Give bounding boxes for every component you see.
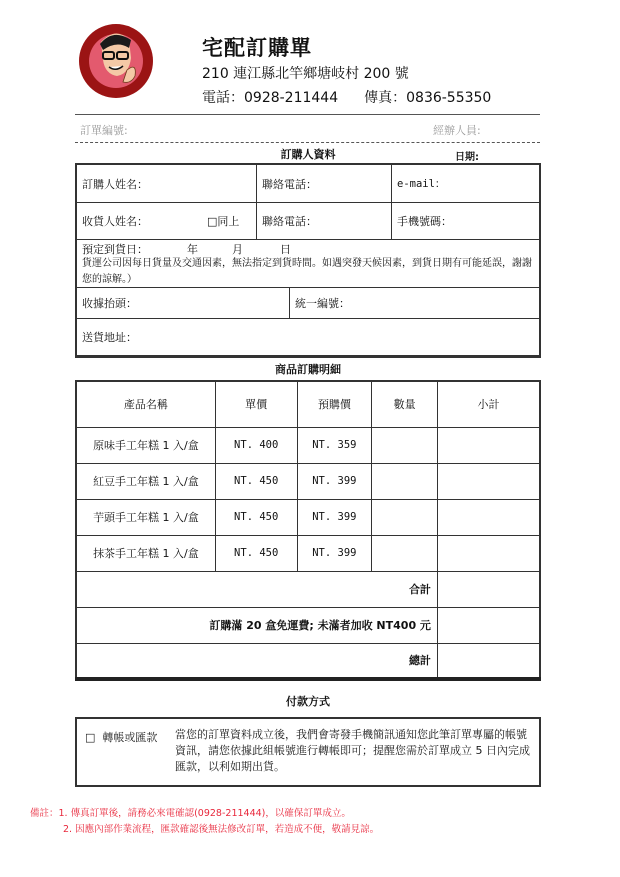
payment-section-title: 付款方式 <box>286 695 330 708</box>
col-header-quantity: 數量 <box>372 381 438 427</box>
company-logo <box>77 22 155 100</box>
order-number-label: 訂單編號: <box>80 124 128 137</box>
delivery-month-label: 月 <box>232 243 243 256</box>
table-row <box>76 499 540 535</box>
payment-box <box>75 717 541 787</box>
shipping-row <box>76 607 540 643</box>
unit-price: NT. 450 <box>215 535 297 571</box>
subtotal-cell[interactable] <box>437 499 540 535</box>
order-meta-row <box>80 122 540 138</box>
table-row <box>76 463 540 499</box>
col-header-subtotal: 小計 <box>437 381 540 427</box>
subtotal-cell[interactable] <box>437 427 540 463</box>
shipping-label: 訂購滿 20 盒免運費; 未滿者加收 NT400 元 <box>76 607 437 643</box>
col-header-product-name: 產品名稱 <box>76 381 215 427</box>
payment-description: 當您的訂單資料成立後，我們會寄發手機簡訊通知您此筆訂單專屬的帳號資訊，請您依據此組帳號進行轉帳即可；提醒您需於訂單成立 5 日內完成匯款，以利如期出貨。 <box>175 728 530 773</box>
fax-number: 傳真：0836-55350 <box>364 90 492 106</box>
receiver-phone-field[interactable] <box>262 202 317 239</box>
preorder-price: NT. 399 <box>297 463 372 499</box>
receiver-phone-label: 聯絡電話： <box>262 214 317 228</box>
orderer-phone-field[interactable] <box>262 165 317 202</box>
receipt-title-label: 收據抬頭： <box>82 296 137 310</box>
company-address: 210 連江縣北竿鄉塘岐村 200 號 <box>202 66 409 82</box>
total-label: 總計 <box>76 643 437 679</box>
phone-number: 電話：0928-211444 <box>202 90 339 106</box>
customer-info-box <box>75 163 541 358</box>
note-line-2: 2. 因應內部作業流程，匯款確認後無法修改訂單，若造成不便，敬請見諒。 <box>63 824 380 835</box>
delivery-address-label: 送貨地址： <box>82 330 137 344</box>
same-as-above-checkbox[interactable] <box>207 202 239 239</box>
delivery-address-field[interactable] <box>82 318 137 355</box>
product-name: 原味手工年糕 1 入/盒 <box>76 427 215 463</box>
bank-transfer-checkbox[interactable]: □ 轉帳或匯款 <box>85 731 158 744</box>
orderer-name-field[interactable] <box>82 165 148 202</box>
email-field[interactable] <box>397 165 445 202</box>
unit-price: NT. 450 <box>215 499 297 535</box>
product-section-title: 商品訂購明細 <box>275 363 341 376</box>
unit-price: NT. 400 <box>215 427 297 463</box>
receipt-title-field[interactable] <box>82 287 137 318</box>
quantity-input[interactable] <box>372 535 438 571</box>
orderer-name-label: 訂購人姓名： <box>82 177 148 191</box>
mobile-field[interactable] <box>397 202 452 239</box>
delivery-note: 貨運公司因每日貨量及交通因素，無法指定到貨時間。如遇突發天候因素，到貨日期有可能延誤，謝謝您的諒解。） <box>82 258 532 285</box>
delivery-day-label: 日 <box>280 243 291 256</box>
unit-price: NT. 450 <box>215 463 297 499</box>
total-value-cell[interactable] <box>437 643 540 679</box>
product-name: 芋頭手工年糕 1 入/盒 <box>76 499 215 535</box>
product-name: 紅豆手工年糕 1 入/盒 <box>76 463 215 499</box>
tax-id-label: 統一編號： <box>295 296 350 310</box>
same-as-above-label: □同上 <box>207 214 240 228</box>
subtotal-cell[interactable] <box>437 463 540 499</box>
product-name: 抹茶手工年糕 1 入/盒 <box>76 535 215 571</box>
notes <box>30 806 379 838</box>
col-header-unit-price: 單價 <box>215 381 297 427</box>
quantity-input[interactable] <box>372 427 438 463</box>
receiver-name-field[interactable] <box>82 202 148 239</box>
dashed-divider <box>75 142 540 143</box>
table-row <box>76 535 540 571</box>
header-divider <box>75 114 540 115</box>
mobile-label: 手機號碼： <box>397 214 452 228</box>
note-line-1: 備註：1. 傳真訂單後，請務必來電確認(0928-211444)，以確保訂單成立。 <box>30 808 351 819</box>
form-title: 宅配訂購單 <box>202 36 312 60</box>
delivery-date-field[interactable] <box>82 241 148 257</box>
date-label: 日期: <box>455 152 479 163</box>
tax-id-field[interactable] <box>295 287 350 318</box>
sum-label: 合計 <box>76 571 437 607</box>
preorder-price: NT. 399 <box>297 535 372 571</box>
subtotal-cell[interactable] <box>437 535 540 571</box>
total-row <box>76 643 540 679</box>
quantity-input[interactable] <box>372 499 438 535</box>
table-header-row <box>76 381 540 427</box>
product-table <box>75 380 541 681</box>
receiver-name-label: 收貨人姓名： <box>82 214 148 228</box>
col-header-preorder-price: 預購價 <box>297 381 372 427</box>
company-contact <box>202 87 491 107</box>
delivery-year-label: 年 <box>187 243 198 256</box>
sum-row <box>76 571 540 607</box>
sum-value-cell[interactable] <box>437 571 540 607</box>
shipping-value-cell[interactable] <box>437 607 540 643</box>
handler-label: 經辦人員: <box>433 124 481 137</box>
preorder-price: NT. 399 <box>297 499 372 535</box>
quantity-input[interactable] <box>372 463 438 499</box>
email-label: e-mail： <box>397 178 446 190</box>
delivery-date-label: 預定到貨日： <box>82 243 148 256</box>
preorder-price: NT. 359 <box>297 427 372 463</box>
orderer-phone-label: 聯絡電話： <box>262 177 317 191</box>
customer-section-title: 訂購人資料 <box>280 148 336 161</box>
table-row <box>76 427 540 463</box>
